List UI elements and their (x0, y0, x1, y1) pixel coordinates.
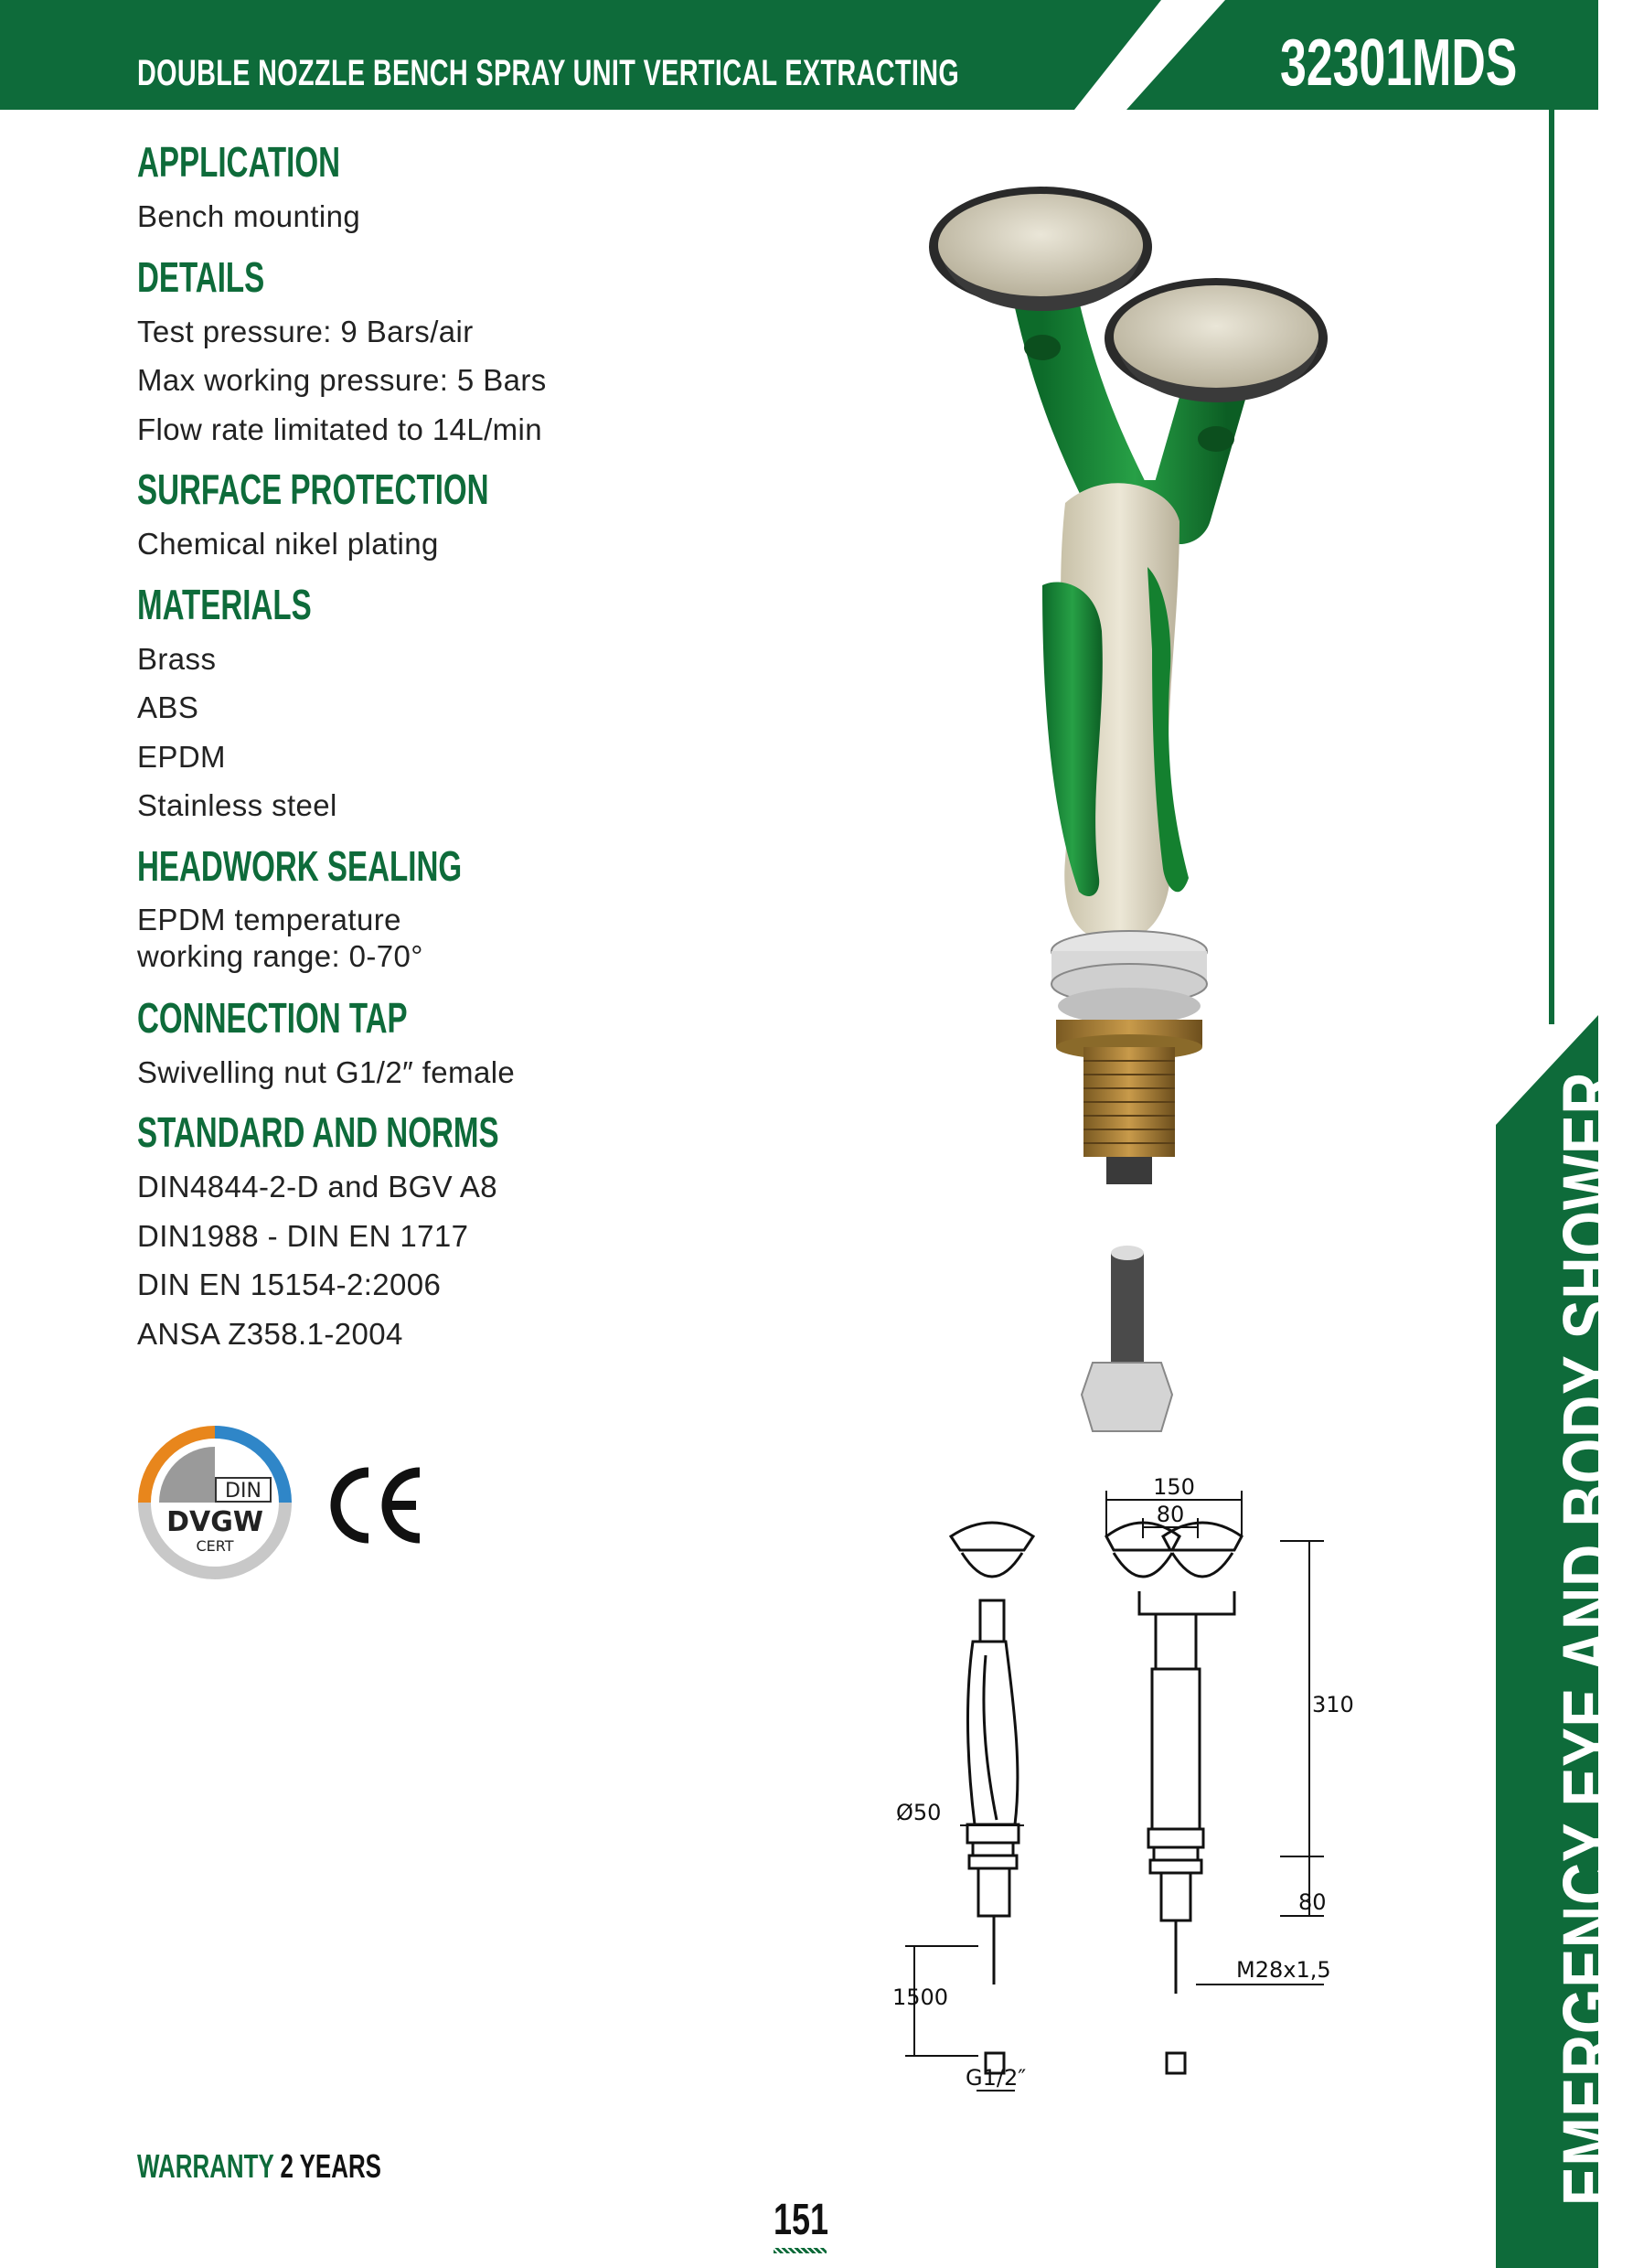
section-title: MATERIALS (137, 580, 312, 628)
specifications (137, 137, 887, 1369)
dvgw-text: DVGW (166, 1506, 263, 1538)
section-title: SURFACE PROTECTION (137, 465, 489, 513)
section-title: STANDARD AND NORMS (137, 1108, 499, 1156)
dim-width-total: 150 (1153, 1474, 1195, 1500)
warranty (137, 2147, 381, 2186)
dim-height: 310 (1312, 1692, 1354, 1717)
ce-mark-logo (325, 1463, 425, 1547)
dim-hose: 1500 (892, 1984, 949, 2010)
spec-item: Stainless steel (137, 788, 337, 822)
warranty-label: WARRANTY (137, 2147, 274, 2185)
technical-drawing (878, 1463, 1353, 2103)
dvgw-cert-logo (135, 1423, 294, 1582)
dvgw-cert-text: CERT (196, 1537, 234, 1555)
section-details (137, 252, 887, 455)
section-title: CONNECTION TAP (137, 993, 408, 1042)
section-connection-tap (137, 993, 887, 1097)
section-headwork-sealing (137, 841, 887, 982)
spec-item: Chemical nikel plating (137, 527, 439, 561)
section-materials (137, 580, 887, 830)
spec-item: DIN1988 - DIN EN 1717 (137, 1218, 469, 1253)
section-surface-protection (137, 465, 887, 569)
warranty-value: 2 YEARS (280, 2147, 381, 2185)
header-title: DOUBLE NOZZLE BENCH SPRAY UNIT VERTICAL EXTRACTING (137, 53, 960, 93)
spec-item: ABS (137, 690, 199, 724)
spec-item: ANSA Z358.1-2004 (137, 1316, 403, 1351)
spec-item: EPDM (137, 739, 226, 774)
spec-item: DIN EN 15154-2:2006 (137, 1268, 442, 1301)
page-number-underline (774, 2248, 827, 2253)
section-title: HEADWORK SEALING (137, 841, 463, 890)
dim-base: 80 (1298, 1889, 1327, 1915)
spec-item: Flow rate limitated to 14L/min (137, 412, 543, 446)
dvgw-din-text: DIN (225, 1480, 261, 1503)
side-divider-line (1549, 110, 1554, 1024)
spec-item: DIN4844-2-D and BGV A8 (137, 1170, 498, 1204)
spec-item: EPDM temperature working range: 0-70° (137, 902, 423, 973)
dim-diameter: Ø50 (896, 1800, 942, 1825)
dim-connection: G1/2″ (966, 2065, 1027, 2091)
side-category-label: EMERGENCY EYE AND BODY SHOWER (1548, 1071, 1631, 2206)
section-title: DETAILS (137, 252, 265, 301)
product-code: 32301MDS (1280, 27, 1518, 100)
section-application (137, 137, 887, 241)
spec-item: Max working pressure: 5 Bars (137, 363, 547, 397)
spec-item: Bench mounting (137, 199, 361, 233)
product-render (905, 155, 1362, 1436)
page-number: 151 (774, 2196, 829, 2244)
section-title: APPLICATION (137, 138, 341, 186)
dim-thread: M28x1,5 (1236, 1957, 1331, 1983)
dim-nozzle-spacing: 80 (1156, 1502, 1185, 1527)
section-standards (137, 1107, 887, 1358)
spec-item: Swivelling nut G1/2″ female (137, 1054, 516, 1089)
spec-item: Brass (137, 641, 217, 676)
spec-item: Test pressure: 9 Bars/air (137, 314, 474, 348)
